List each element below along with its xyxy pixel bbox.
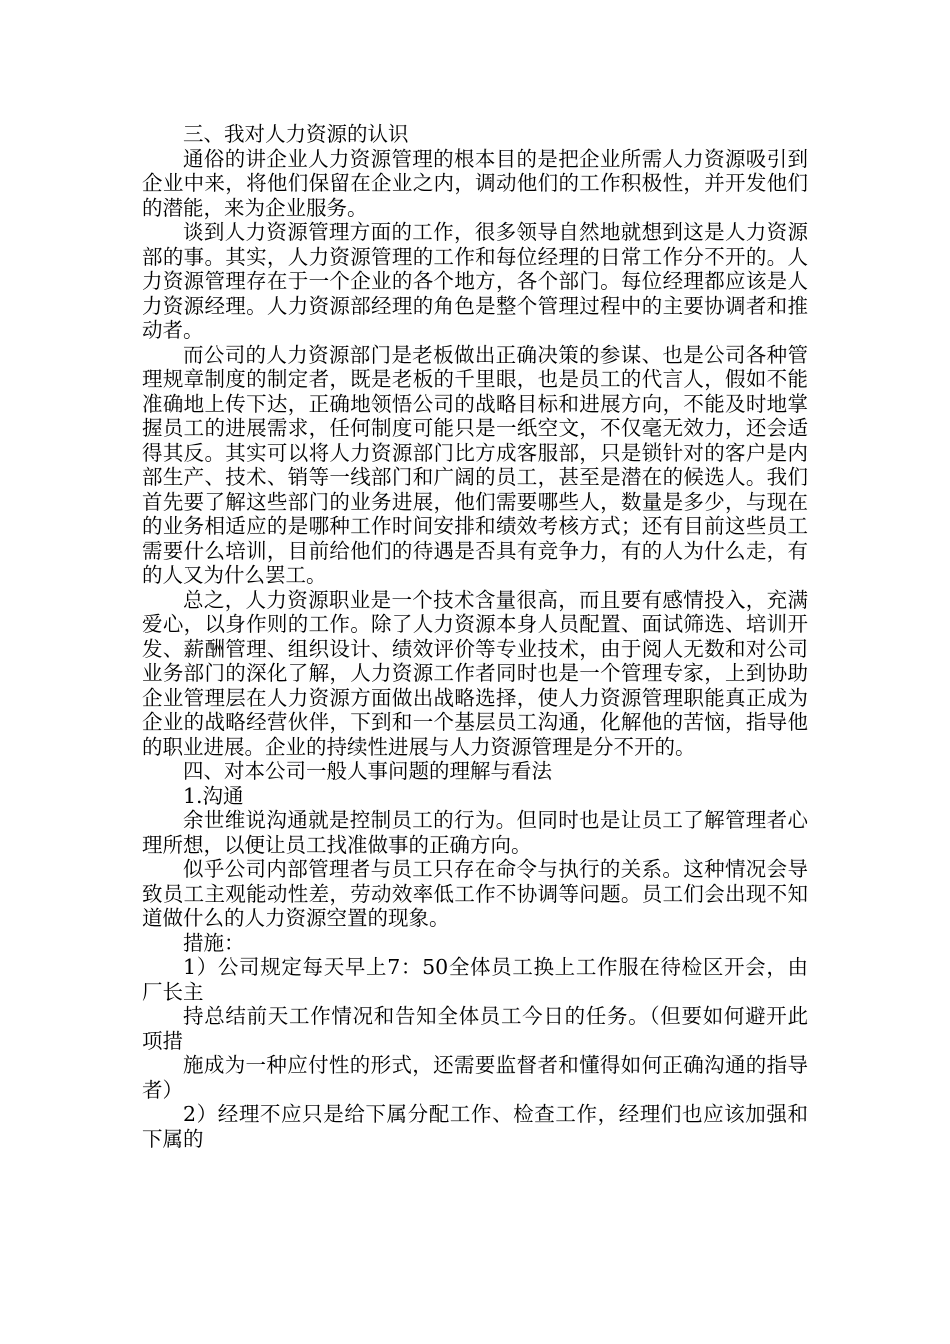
paragraph: 似乎公司内部管理者与员工只存在命令与执行的关系。这种情况会导致员工主观能动性差，劳动效率低工作不协调等问题。员工们会出现不知道做什么的人力资源空置的现象。 xyxy=(142,857,808,930)
paragraph: 余世维说沟通就是控制员工的行为。但同时也是让员工了解管理者心理所想，以便让员工找准做事的正确方向。 xyxy=(142,808,808,857)
paragraph: 而公司的人力资源部门是老板做出正确决策的参谋、也是公司各种管理规章制度的制定者，既是老板的千里眼，也是员工的代言人，假如不能准确地上传下达，正确地领悟公司的战略目标和进展方向，不能及时地掌握员工的进展需求，任何制度可能只是一纸空文，不仅毫无效力，还会适得其反。其实可以将人力资源部门比方成客服部，只是锁针对的客户是内部生产、技术、销等一线部门和广阔的员工，甚至是潜在的候选人。我们首先要了解这些部门的业务进展，他们需要哪些人，数量是多少，与现在的业务相适应的是哪种工作时间安排和绩效考核方式；还有目前这些员工需要什么培训，目前给他们的待遇是否具有竞争力，有的人为什么走，有的人又为什么罢工。 xyxy=(142,342,808,587)
document-body xyxy=(142,122,808,1151)
section-heading-3: 三、我对人力资源的认识 xyxy=(183,122,409,146)
paragraph: 总之，人力资源职业是一个技术含量很高，而且要有感情投入，充满爱心，以身作则的工作。除了人力资源本身人员配置、面试筛选、培训开发、薪酬管理、组织设计、绩效评价等专业技术，由于阅人无数和对公司业务部门的深化了解，人力资源工作者同时也是一个管理专家，上到协助企业管理层在人力资源方面做出战略选择，使人力资源管理职能真正成为企业的战略经营伙伴，下到和一个基层员工沟通，化解他的苦恼，指导他的职业进展。企业的持续性进展与人力资源管理是分不开的。 xyxy=(142,587,808,759)
subsection-heading: 1.沟通 xyxy=(183,783,244,808)
section-heading-4: 四、对本公司一般人事问题的理解与看法 xyxy=(183,759,552,783)
paragraph: 施成为一种应付性的形式，还需要监督者和懂得如何正确沟通的指导者） xyxy=(142,1053,808,1102)
measure-item: 2）经理不应只是给下属分配工作、检查工作，经理们也应该加强和下属的 xyxy=(142,1102,808,1151)
paragraph: 谈到人力资源管理方面的工作，很多领导自然地就想到这是人力资源部的事。其实，人力资源管理的工作和每位经理的日常工作分不开的。人力资源管理存在于一个企业的各个地方，各个部门。每位经理都应该是人力资源经理。人力资源部经理的角色是整个管理过程中的主要协调者和推动者。 xyxy=(142,220,808,342)
paragraph: 持总结前天工作情况和告知全体员工今日的任务。（但要如何避开此项措 xyxy=(142,1004,808,1053)
measure-item: 1）公司规定每天早上7：50全体员工换上工作服在待检区开会，由厂长主 xyxy=(142,955,808,1004)
paragraph: 通俗的讲企业人力资源管理的根本目的是把企业所需人力资源吸引到企业中来，将他们保留在企业之内，调动他们的工作积极性，并开发他们的潜能，来为企业服务。 xyxy=(142,146,808,220)
measures-label: 措施： xyxy=(183,930,245,955)
